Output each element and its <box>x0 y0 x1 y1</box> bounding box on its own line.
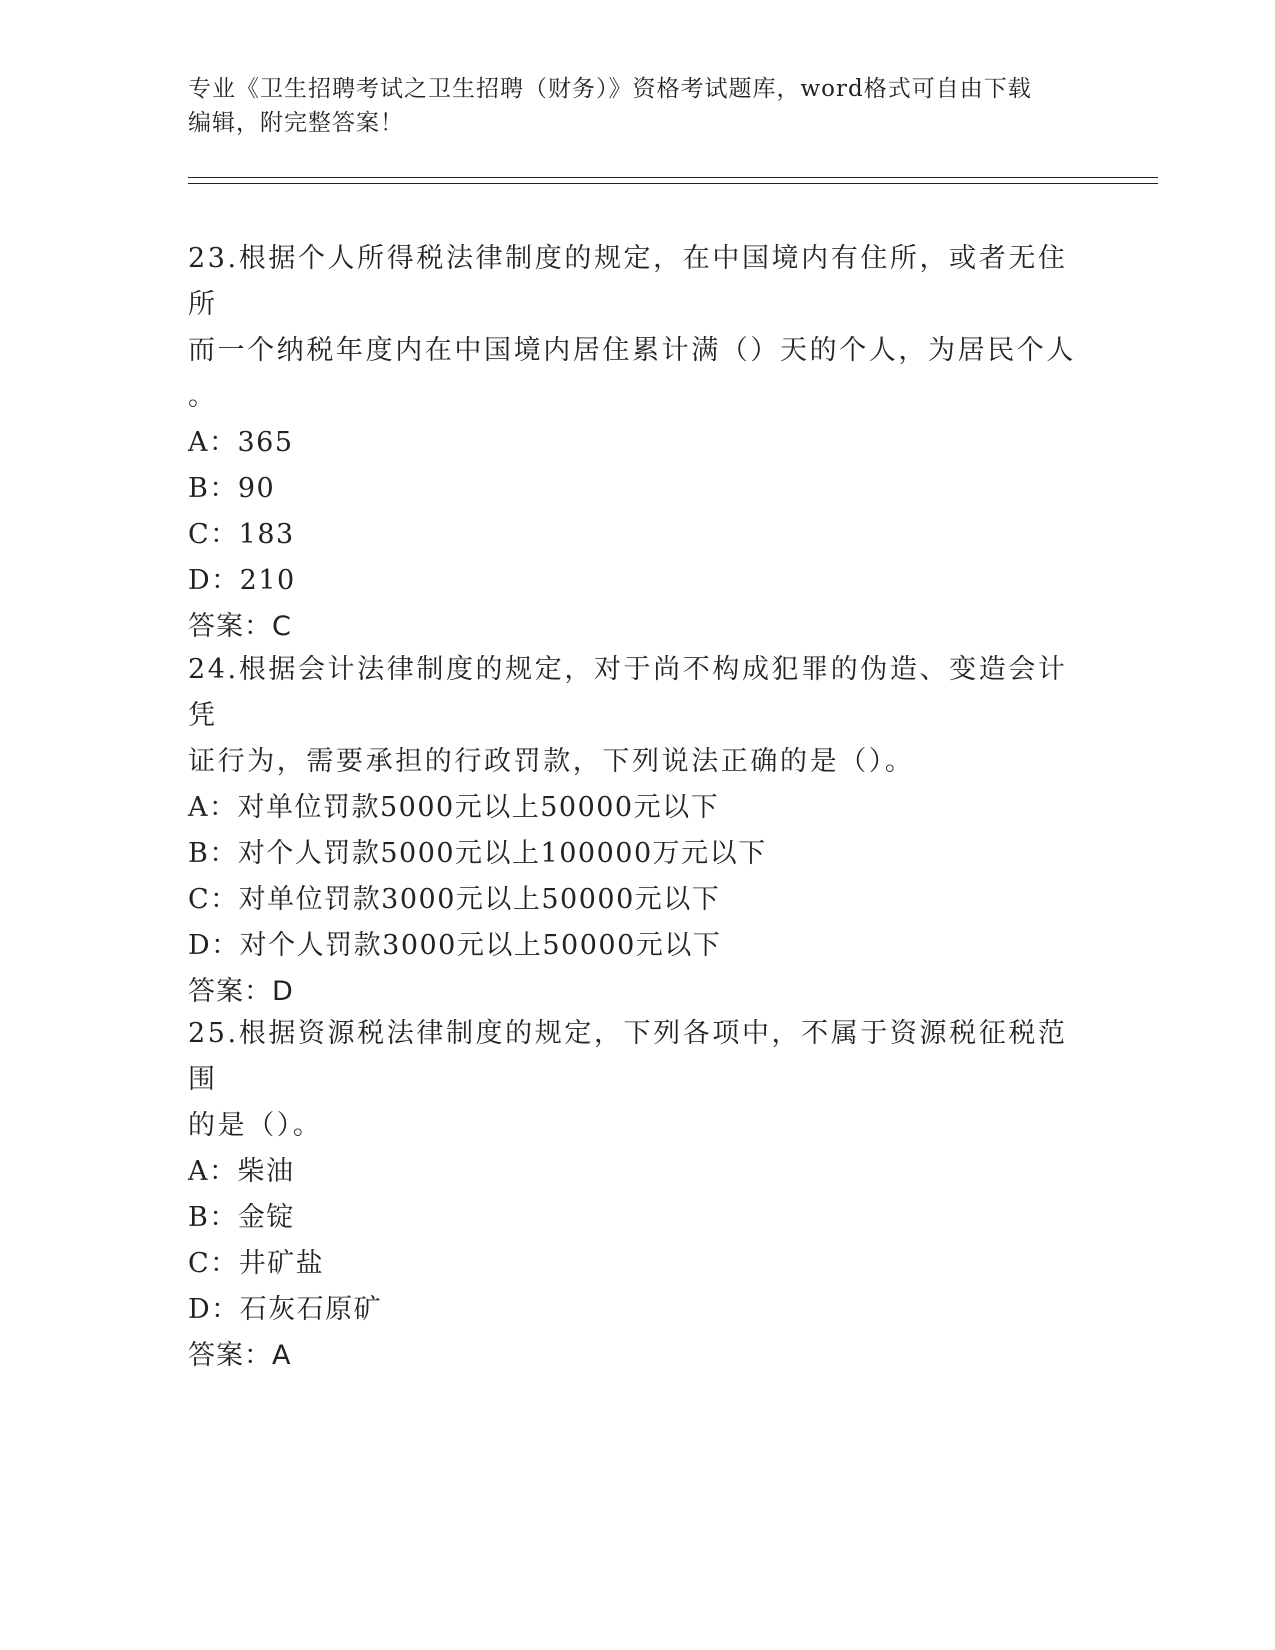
option-d: D：210 <box>188 565 296 596</box>
option-c: C：对单位罚款3000元以上50000元以下 <box>188 884 721 915</box>
question-stem-line: 24.根据会计法律制度的规定，对于尚不构成犯罪的伪造、变造会计凭 <box>188 654 1068 731</box>
option-a: A：对单位罚款5000元以上50000元以下 <box>188 792 720 823</box>
question-stem-line: 的是（）。 <box>188 1110 323 1141</box>
question-stem-line: 证行为，需要承担的行政罚款，下列说法正确的是（）。 <box>188 746 915 777</box>
answer: 答案：A <box>188 1340 292 1371</box>
header-line-2: 编辑，附完整答案！ <box>188 110 404 136</box>
option-b: B：90 <box>188 473 276 504</box>
option-c: C：井矿盐 <box>188 1248 325 1279</box>
answer: 答案：D <box>188 976 294 1007</box>
header-divider-bottom <box>188 183 1158 184</box>
question-25 <box>188 1011 1088 1379</box>
option-c: C：183 <box>188 519 295 550</box>
question-stem-line: 而一个纳税年度内在中国境内居住累计满（）天的个人，为居民个人 <box>188 335 1076 366</box>
question-stem-line: 。 <box>188 381 218 412</box>
header-line-1: 专业《卫生招聘考试之卫生招聘（财务）》资格考试题库，word格式可自由下载 <box>188 76 1032 102</box>
option-a: A：柴油 <box>188 1156 295 1187</box>
option-a: A：365 <box>188 427 294 458</box>
answer: 答案：C <box>188 611 292 642</box>
question-stem-line: 23.根据个人所得税法律制度的规定，在中国境内有住所，或者无住所 <box>188 243 1068 320</box>
header-divider-top <box>188 177 1158 178</box>
question-23 <box>188 236 1088 650</box>
document-header <box>188 72 1088 140</box>
option-d: D：对个人罚款3000元以上50000元以下 <box>188 930 722 961</box>
option-b: B：对个人罚款5000元以上100000万元以下 <box>188 838 767 869</box>
question-24 <box>188 647 1088 1015</box>
option-d: D：石灰石原矿 <box>188 1294 383 1325</box>
question-stem-line: 25.根据资源税法律制度的规定，下列各项中，不属于资源税征税范围 <box>188 1018 1068 1095</box>
option-b: B：金锭 <box>188 1202 295 1233</box>
